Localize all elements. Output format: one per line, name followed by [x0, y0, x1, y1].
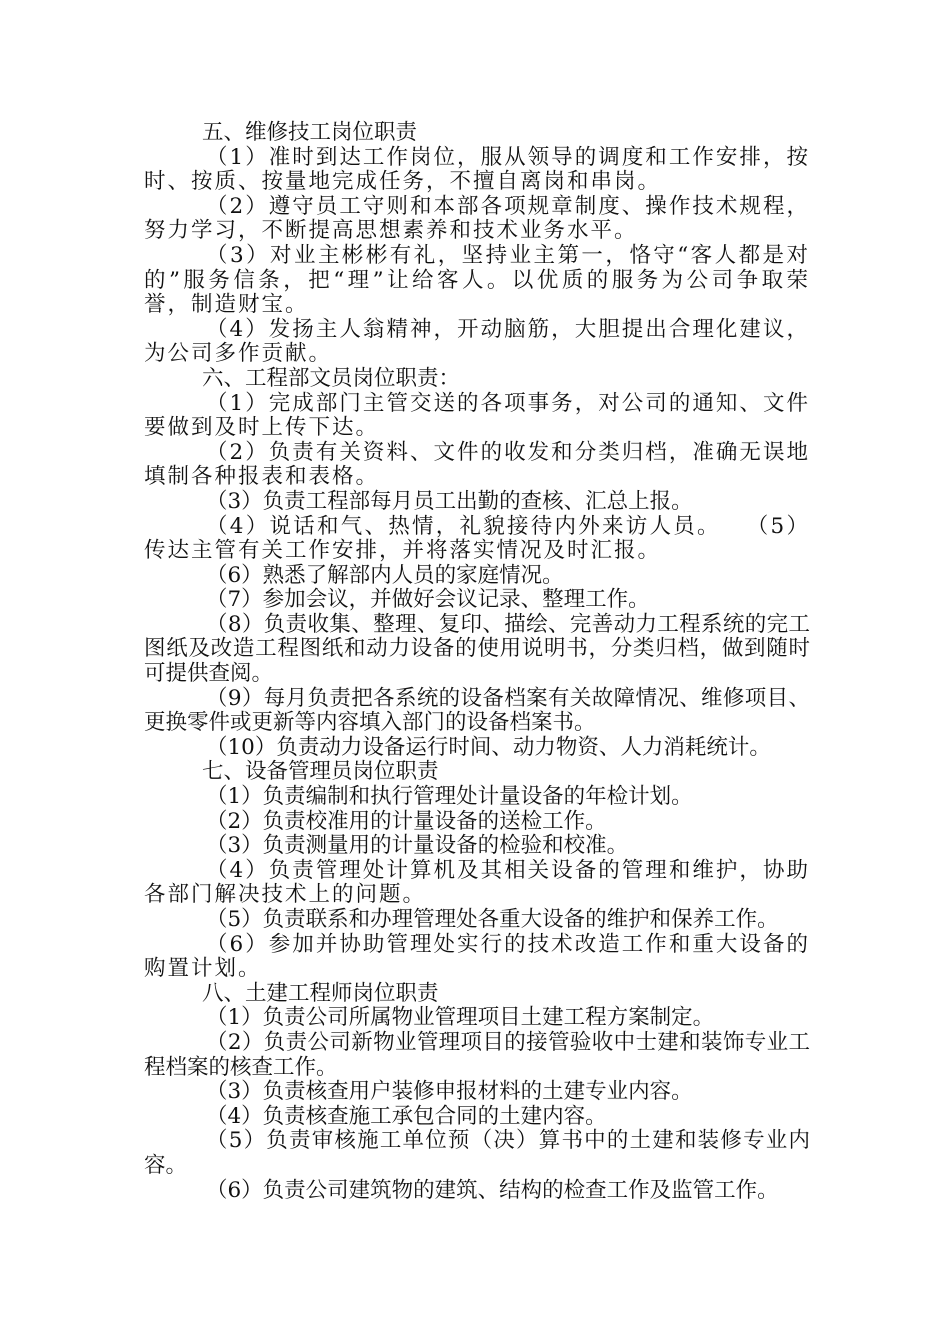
list-item: （1）负责编制和执行管理处计量设备的年检计划。	[206, 784, 693, 810]
list-item: （10）负责动力设备运行时间、动力物资、人力消耗统计。	[206, 734, 771, 760]
list-item: （9）每月负责把各系统的设备档案有关故障情况、维修项目、更换零件或更新等内容填入部门的设备档案书。	[144, 685, 810, 736]
document-body	[144, 121, 810, 1203]
list-item: （4）负责管理处计算机及其相关设备的管理和维护，协助各部门解决技术上的问题。	[144, 857, 810, 908]
list-item: （5）负责审核施工单位预（决）算书中的土建和装修专业内容。	[144, 1128, 810, 1178]
list-item: （4）负责核查施工承包合同的土建内容。	[206, 1103, 607, 1129]
list-item: （2）遵守员工守则和本部各项规章制度、操作技术规程，努力学习，不断提高思想素养和技术业务水平。	[144, 193, 810, 244]
list-item: （8）负责收集、整理、复印、描绘、完善动力工程系统的完工图纸及改造工程图纸和动力设备的使用说明书，分类归档，做到随时可提供查阅。	[144, 611, 810, 687]
section-heading-7: 七、设备管理员岗位职责	[202, 759, 439, 785]
list-item: （6）熟悉了解部内人员的家庭情况。	[206, 562, 564, 588]
list-item: （3）负责工程部每月员工出勤的查核、汇总上报。	[206, 488, 693, 514]
list-item: （1）负责公司所属物业管理项目土建工程方案制定。	[206, 1005, 715, 1031]
list-item: （3）负责测量用的计量设备的检验和校准。	[206, 833, 629, 859]
list-item: （6）负责公司建筑物的建筑、结构的检查工作及监管工作。	[206, 1177, 779, 1203]
list-item: （3）对业主彬彬有礼，坚持业主第一，恪守“客人都是对的”服务信条，把“理”让给客人。以优质的服务为公司争取荣誉，制造财宝。	[144, 242, 810, 318]
list-item: （1）准时到达工作岗位，服从领导的调度和工作安排，按时、按质、按量地完成任务，不擅自离岗和串岗。	[144, 144, 810, 195]
list-item: （6）参加并协助管理处实行的技术改造工作和重大设备的购置计划。	[144, 931, 810, 982]
list-item: （2）负责有关资料、文件的收发和分类归档，准确无误地填制各种报表和表格。	[144, 439, 810, 490]
list-item: （5）负责联系和办理管理处各重大设备的维护和保养工作。	[206, 907, 779, 932]
list-item: （2）负责校准用的计量设备的送检工作。	[206, 808, 607, 834]
list-item: （3）负责核查用户装修申报材料的土建专业内容。	[206, 1079, 693, 1105]
list-item: （2）负责公司新物业管理项目的接管验收中士建和装饰专业工程档案的核查工作。	[144, 1029, 810, 1080]
list-item: （7）参加会议，并做好会议记录、整理工作。	[206, 587, 650, 613]
section-heading-5: 五、维修技工岗位职责	[202, 120, 418, 145]
list-item: （4）说话和气、热情，礼貌接待内外来访人员。 （5）传达主管有关工作安排，并将落实情况及时汇报。	[144, 513, 810, 564]
list-item: （4）发扬主人翁精神，开动脑筋，大胆提出合理化建议，为公司多作贡献。	[144, 316, 810, 367]
section-heading-6: 六、工程部文员岗位职责：	[202, 365, 461, 391]
section-heading-8: 八、土建工程师岗位职责	[202, 980, 439, 1006]
list-item: （1）完成部门主管交送的各项事务，对公司的通知、文件要做到及时上传下达。	[144, 390, 810, 441]
